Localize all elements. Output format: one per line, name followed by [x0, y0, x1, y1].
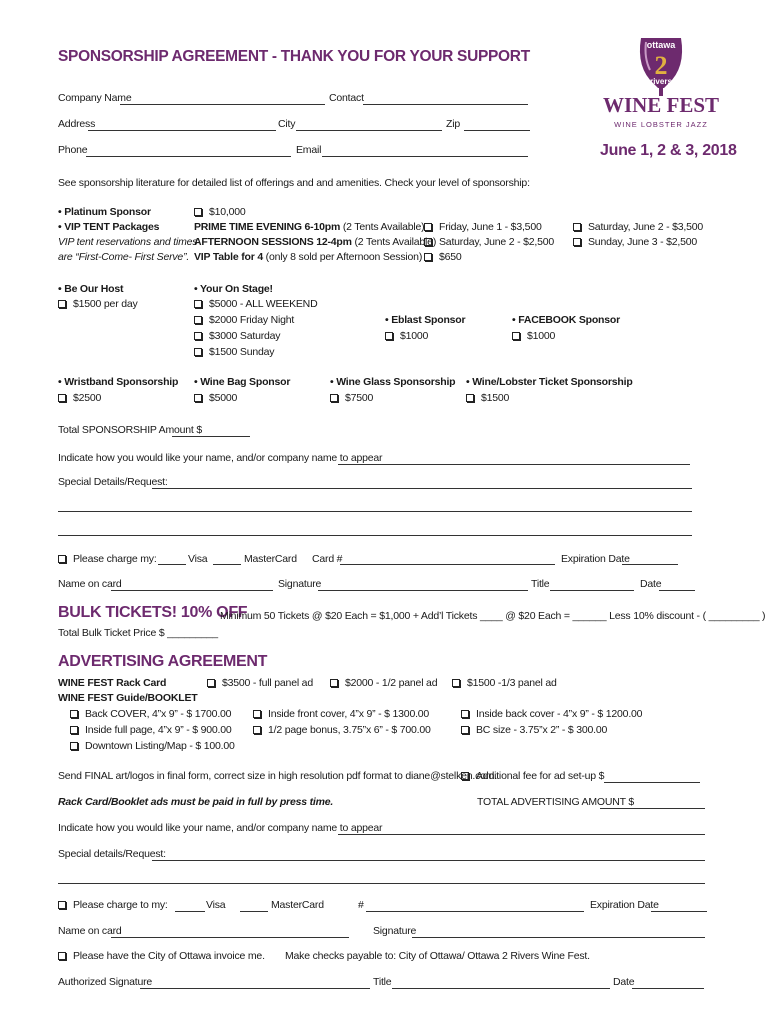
- checkbox[interactable]: [194, 394, 202, 402]
- invoice-option[interactable]: Please have the City of Ottawa invoice me.: [58, 950, 265, 962]
- adv-special-label: Special details/Request:: [58, 848, 166, 860]
- authorized-signature-field[interactable]: [140, 988, 370, 989]
- bc-size-option[interactable]: BC size - 3.75”x 2” - $ 300.00: [461, 724, 607, 736]
- page-title: SPONSORSHIP AGREEMENT - THANK YOU FOR YOUR SUPPORT: [58, 48, 530, 65]
- checkbox[interactable]: [512, 332, 520, 340]
- adv-expiration-field[interactable]: [651, 911, 707, 912]
- winebag-title: • Wine Bag Sponsor: [194, 376, 291, 388]
- platinum-price-option[interactable]: $10,000: [194, 206, 246, 218]
- event-dates: June 1, 2 & 3, 2018: [600, 142, 737, 159]
- zip-label: Zip: [446, 118, 460, 130]
- winebag-option[interactable]: $5000: [194, 392, 237, 404]
- svg-text:WINE LOBSTER JAZZ: WINE LOBSTER JAZZ: [614, 120, 708, 129]
- checkbox[interactable]: [58, 901, 66, 909]
- wristband-option[interactable]: $2500: [58, 392, 101, 404]
- title-field[interactable]: [550, 590, 634, 591]
- card-number-field[interactable]: [340, 564, 555, 565]
- company-name-field[interactable]: [120, 104, 325, 105]
- date-label: Date: [640, 578, 662, 590]
- contact-label: Contact: [329, 92, 364, 104]
- saturday-option[interactable]: Saturday, June 2 - $3,500: [573, 221, 703, 233]
- title-label: Title: [531, 578, 550, 590]
- rack-card-title: WINE FEST Rack Card: [58, 677, 167, 689]
- checkbox[interactable]: [330, 679, 338, 687]
- checkbox[interactable]: [253, 710, 261, 718]
- checkbox[interactable]: [330, 394, 338, 402]
- checkbox[interactable]: [58, 555, 66, 563]
- wine-fest-logo: [586, 36, 736, 140]
- card-number-label: Card #: [312, 553, 343, 565]
- svg-text:ottawa: ottawa: [646, 40, 676, 50]
- facebook-title: • FACEBOOK Sponsor: [512, 314, 620, 326]
- svg-text:2: 2: [654, 51, 668, 80]
- checkbox[interactable]: [194, 300, 202, 308]
- send-final-text: Send FINAL art/logos in final form, correct size in high resolution pdf format to diane@stelken.com.: [58, 770, 498, 782]
- special-details-field[interactable]: [152, 488, 692, 489]
- special-details-line-2[interactable]: [58, 511, 692, 512]
- checkbox[interactable]: [424, 238, 432, 246]
- checkbox[interactable]: [70, 710, 78, 718]
- wine-glass-icon: [586, 36, 736, 140]
- adv-name-appear-label: Indicate how you would like your name, and/or company name to appear: [58, 822, 383, 834]
- charge-label: Please charge my:: [58, 553, 157, 565]
- checkbox[interactable]: [194, 316, 202, 324]
- wristband-title: • Wristband Sponsorship: [58, 376, 179, 388]
- vip-title: • VIP TENT Packages: [58, 221, 160, 233]
- checkbox[interactable]: [461, 710, 469, 718]
- checkbox[interactable]: [58, 952, 66, 960]
- back-cover-option[interactable]: Back COVER, 4”x 9” - $ 1700.00: [70, 708, 231, 720]
- adv-card-number-label: #: [358, 899, 364, 911]
- city-field[interactable]: [296, 130, 442, 131]
- address-field[interactable]: [88, 130, 276, 131]
- company-name-label: Company Name: [58, 92, 132, 104]
- name-appear-field[interactable]: [338, 464, 690, 465]
- contact-field[interactable]: [363, 104, 528, 105]
- name-appear-label: Indicate how you would like your name, and/or company name to appear: [58, 452, 383, 464]
- adv-mastercard-label: MasterCard: [271, 899, 324, 911]
- inside-front-option[interactable]: Inside front cover, 4”x 9” - $ 1300.00: [253, 708, 429, 720]
- svg-text:WINE FEST: WINE FEST: [602, 93, 720, 117]
- city-label: City: [278, 118, 296, 130]
- phone-field[interactable]: [86, 156, 291, 157]
- total-advertising-label: TOTAL ADVERTISING AMOUNT $: [477, 796, 635, 808]
- checkbox[interactable]: [424, 223, 432, 231]
- advertising-title: ADVERTISING AGREEMENT: [58, 653, 268, 670]
- vip-table-text: VIP Table for 4 (only 8 sold per Afternoon Session): [194, 251, 423, 263]
- prime-time-text: PRIME TIME EVENING 6-10pm (2 Tents Available): [194, 221, 425, 233]
- mastercard-field[interactable]: [213, 564, 241, 565]
- special-details-line-3[interactable]: [58, 535, 692, 536]
- name-on-card-field[interactable]: [111, 590, 273, 591]
- adv-special-line-2[interactable]: [58, 883, 705, 884]
- checkbox[interactable]: [461, 772, 469, 780]
- stage-option-2[interactable]: $2000 Friday Night: [194, 314, 294, 326]
- guide-title: WINE FEST Guide/BOOKLET: [58, 692, 198, 704]
- adv-date-field[interactable]: [632, 988, 704, 989]
- svg-text:rivers: rivers: [650, 77, 672, 86]
- half-panel-option[interactable]: $2000 - 1/2 panel ad: [330, 677, 437, 689]
- vip-table-option[interactable]: $650: [424, 251, 462, 263]
- checkbox[interactable]: [194, 332, 202, 340]
- checkbox[interactable]: [424, 253, 432, 261]
- adv-signature-field[interactable]: [412, 937, 705, 938]
- adv-card-number-field[interactable]: [366, 911, 584, 912]
- intro-text: See sponsorship literature for detailed list of offerings and and amenities. Check your level of sponsorship:: [58, 177, 530, 189]
- vip-note-2: are “First-Come- First Serve”.: [58, 251, 190, 263]
- vip-note: VIP tent reservations and times: [58, 236, 198, 248]
- adv-signature-label: Signature: [373, 925, 417, 937]
- zip-field[interactable]: [464, 130, 530, 131]
- stage-option-1[interactable]: $5000 - ALL WEEKEND: [194, 298, 317, 310]
- adv-name-on-card-label: Name on card: [58, 925, 122, 937]
- checkbox[interactable]: [452, 679, 460, 687]
- eblast-option[interactable]: $1000: [385, 330, 428, 342]
- downtown-option[interactable]: Downtown Listing/Map - $ 100.00: [70, 740, 235, 752]
- checkbox[interactable]: [573, 223, 581, 231]
- visa-field[interactable]: [158, 564, 186, 565]
- adv-mastercard-field[interactable]: [240, 911, 268, 912]
- adv-title-field[interactable]: [392, 988, 610, 989]
- platinum-title: • Platinum Sponsor: [58, 206, 151, 218]
- facebook-option[interactable]: $1000: [512, 330, 555, 342]
- checkbox[interactable]: [70, 726, 78, 734]
- inside-back-option[interactable]: Inside back cover - 4”x 9” - $ 1200.00: [461, 708, 642, 720]
- eblast-title: • Eblast Sponsor: [385, 314, 466, 326]
- special-details-label: Special Details/Request:: [58, 476, 168, 488]
- full-panel-option[interactable]: $3500 - full panel ad: [207, 677, 313, 689]
- wineglass-title: • Wine Glass Sponsorship: [330, 376, 456, 388]
- checkbox[interactable]: [466, 394, 474, 402]
- ticket-option[interactable]: $1500: [466, 392, 509, 404]
- adv-visa-field[interactable]: [175, 911, 205, 912]
- additional-fee-label: Additional fee for ad set-up $: [461, 770, 604, 782]
- expiration-label: Expiration Date: [561, 553, 630, 565]
- email-field[interactable]: [322, 156, 528, 157]
- checkbox[interactable]: [58, 394, 66, 402]
- half-bonus-option[interactable]: 1/2 page bonus, 3.75”x 6” - $ 700.00: [253, 724, 431, 736]
- date-field[interactable]: [659, 590, 695, 591]
- stage-option-3[interactable]: $3000 Saturday: [194, 330, 280, 342]
- adv-charge-label: Please charge to my:: [58, 899, 168, 911]
- bulk-tickets-title: BULK TICKETS! 10% OFF: [58, 604, 248, 621]
- checkbox[interactable]: [194, 348, 202, 356]
- host-option[interactable]: $1500 per day: [58, 298, 138, 310]
- adv-name-appear-field[interactable]: [338, 834, 705, 835]
- address-label: Address: [58, 118, 96, 130]
- signature-field[interactable]: [318, 590, 528, 591]
- checkbox[interactable]: [194, 208, 202, 216]
- rack-note: Rack Card/Booklet ads must be paid in full by press time.: [58, 796, 334, 808]
- authorized-signature-label: Authorized Signature: [58, 976, 153, 988]
- checkbox[interactable]: [573, 238, 581, 246]
- additional-fee-field[interactable]: [604, 782, 700, 783]
- adv-date-label: Date: [613, 976, 635, 988]
- stage-title: • Your On Stage!: [194, 283, 273, 295]
- signature-label: Signature: [278, 578, 322, 590]
- checkbox[interactable]: [58, 300, 66, 308]
- third-panel-option[interactable]: $1500 -1/3 panel ad: [452, 677, 557, 689]
- mastercard-label: MasterCard: [244, 553, 297, 565]
- total-advertising-field[interactable]: [600, 808, 705, 809]
- adv-special-field[interactable]: [152, 860, 705, 861]
- saturday-afternoon-option[interactable]: Saturday, June 2 - $2,500: [424, 236, 554, 248]
- email-label: Email: [296, 144, 322, 156]
- visa-label: Visa: [188, 553, 208, 565]
- checkbox[interactable]: [461, 726, 469, 734]
- wineglass-option[interactable]: $7500: [330, 392, 373, 404]
- expiration-field[interactable]: [622, 564, 678, 565]
- checkbox[interactable]: [70, 742, 78, 750]
- bulk-total-label: Total Bulk Ticket Price $ _________: [58, 627, 218, 639]
- bulk-tickets-text: Minimum 50 Tickets @ $20 Each = $1,000 + Add’l Tickets ____ @ $20 Each = ______ Less 10% discount - ( _________ ): [220, 610, 766, 622]
- total-sponsorship-field[interactable]: [172, 436, 250, 437]
- name-on-card-label: Name on card: [58, 578, 122, 590]
- adv-visa-label: Visa: [206, 899, 226, 911]
- adv-title-label: Title: [373, 976, 392, 988]
- checkbox[interactable]: [207, 679, 215, 687]
- inside-full-option[interactable]: Inside full page, 4”x 9” - $ 900.00: [70, 724, 232, 736]
- phone-label: Phone: [58, 144, 88, 156]
- checkbox[interactable]: [253, 726, 261, 734]
- stage-option-4[interactable]: $1500 Sunday: [194, 346, 274, 358]
- total-sponsorship-label: Total SPONSORSHIP Amount $: [58, 424, 203, 436]
- afternoon-text: AFTERNOON SESSIONS 12-4pm (2 Tents Available): [194, 236, 437, 248]
- adv-expiration-label: Expiration Date: [590, 899, 659, 911]
- ticket-title: • Wine/Lobster Ticket Sponsorship: [466, 376, 633, 388]
- payable-text: Make checks payable to: City of Ottawa/ Ottawa 2 Rivers Wine Fest.: [285, 950, 590, 962]
- sunday-option[interactable]: Sunday, June 3 - $2,500: [573, 236, 697, 248]
- host-title: • Be Our Host: [58, 283, 124, 295]
- checkbox[interactable]: [385, 332, 393, 340]
- adv-name-on-card-field[interactable]: [111, 937, 349, 938]
- friday-option[interactable]: Friday, June 1 - $3,500: [424, 221, 542, 233]
